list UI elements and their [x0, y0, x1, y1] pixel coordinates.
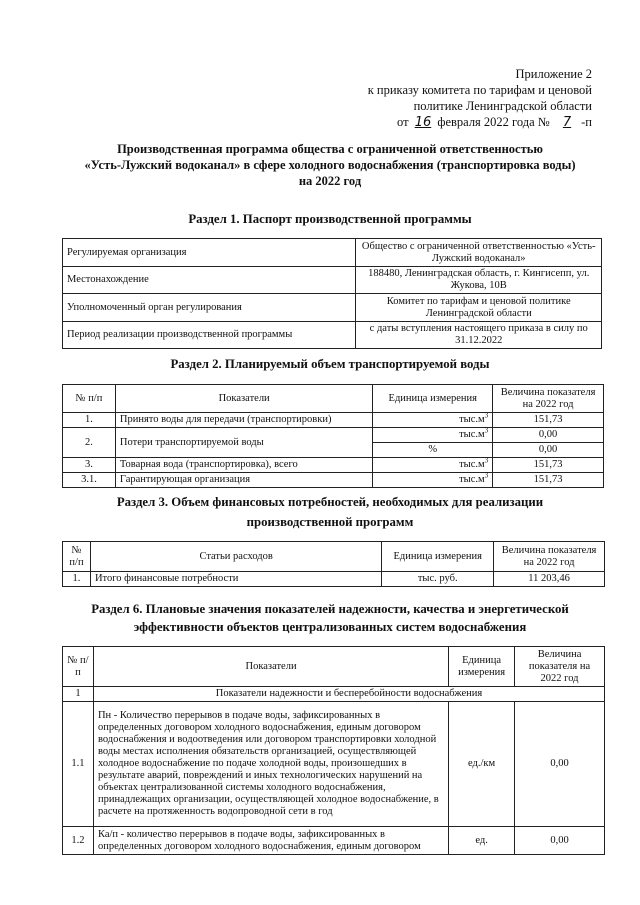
row-value: 0,00: [515, 702, 605, 827]
row-indicator: Товарная вода (транспортировка), всего: [115, 458, 372, 473]
row-value-percent: 0,00: [493, 443, 604, 458]
appendix-line1: Приложение 2: [515, 67, 592, 81]
passport-label: Период реализации производственной программы: [63, 322, 356, 349]
table-row: [63, 267, 602, 294]
order-suffix: -п: [581, 115, 592, 129]
row-num: 1.2: [63, 827, 94, 855]
table-row: [63, 239, 602, 267]
row-num: 1.1: [63, 702, 94, 827]
document-title: [40, 141, 620, 189]
row-unit: $тыс.м^3$: [373, 458, 493, 473]
row-num: 1.: [63, 572, 91, 587]
header-num: № п/п: [63, 385, 116, 413]
header-indicator: Показатели: [93, 647, 448, 687]
row-value: 151,73: [493, 473, 604, 488]
header-value: Величина показателя на 2022 год: [493, 385, 604, 413]
date-prefix: от: [397, 115, 409, 129]
header-value: Величина показателя на 2022 год: [515, 647, 605, 687]
title-line1: Производственная программа общества с ограниченной ответственностью: [117, 142, 543, 156]
header-unit: Единица измерения: [373, 385, 493, 413]
passport-value: Общество с ограниченной ответственностью «Усть-Лужский водоканал»: [356, 239, 602, 267]
section6-heading: [40, 600, 620, 636]
title-line3: на 2022 год: [298, 174, 362, 188]
header-value: Величина показателя на 2022 год: [494, 542, 605, 572]
section3-heading-line2: производственной программ: [246, 515, 414, 529]
section2-heading: Раздел 2. Планируемый объем транспортируемой воды: [170, 357, 490, 371]
cube-superscript: 3: [484, 411, 489, 420]
header-unit: Единица измерения: [382, 542, 494, 572]
appendix-line2: к приказу комитета по тарифам и ценовой: [367, 83, 592, 97]
row-value: 11 203,46: [494, 572, 605, 587]
passport-table: [62, 238, 602, 349]
passport-value: Комитет по тарифам и ценовой политике Ленинградской области: [356, 294, 602, 322]
table-header-row: [63, 385, 604, 413]
section1-heading: Раздел 1. Паспорт производственной программы: [188, 212, 472, 226]
header-num: № п/п: [63, 542, 91, 572]
table-row: [63, 294, 602, 322]
section6-heading-line2: эффективности объектов централизованных систем водоснабжения: [133, 620, 527, 634]
row-unit: $тыс.м^3$: [373, 473, 493, 488]
appendix-header: [368, 66, 592, 131]
row-indicator: Гарантирующая организация: [115, 473, 372, 488]
row-value: 0,00: [493, 428, 604, 443]
table-header-row: [63, 647, 605, 687]
table-group-row: [63, 687, 605, 702]
row-indicator: Ка/п - количество перерывов в подаче воды, зафиксированных в определенных договором холодного водоснабжения, единым договором: [93, 827, 448, 855]
water-volume-table: [62, 384, 604, 488]
financial-table: [62, 541, 605, 587]
title-line2: «Усть-Лужский водоканал» в сфере холодного водоснабжения (транспортировка воды): [84, 158, 576, 172]
group-label: Показатели надежности и бесперебойности водоснабжения: [93, 687, 604, 702]
handwritten-day: 16: [414, 115, 432, 130]
row-num: 3.: [63, 458, 116, 473]
row-item: Итого финансовые потребности: [90, 572, 381, 587]
row-num: 3.1.: [63, 473, 116, 488]
table-row: [63, 413, 604, 428]
handwritten-number: 7: [562, 115, 572, 130]
row-value: 151,73: [493, 458, 604, 473]
row-unit: $тыс.м^3$: [373, 428, 493, 443]
row-unit: тыс. руб.: [382, 572, 494, 587]
row-value: 151,73: [493, 413, 604, 428]
table-row: [63, 473, 604, 488]
passport-value: с даты вступления настоящего приказа в силу по 31.12.2022: [356, 322, 602, 349]
table-row: [63, 428, 604, 443]
cube-superscript: 3: [484, 456, 489, 465]
row-num: 2.: [63, 428, 116, 458]
table-row: [63, 827, 605, 855]
header-unit: Единица измерения: [449, 647, 515, 687]
section3-heading: [40, 492, 620, 532]
row-indicator: Потери транспортируемой воды: [115, 428, 372, 458]
appendix-line3: политике Ленинградской области: [413, 99, 592, 113]
table-row: [63, 572, 605, 587]
row-indicator: Пн - Количество перерывов в подаче воды, зафиксированных в определенных договором холодного водоснабжения, единым договором водоснабжения и водоотведения или договором транспортировки холодной воды местах исполнения обязательств организацией, осуществляющей холодное водоснабжение по подаче холодной воды, произошедших в результате аварий, повреждений и иных технологических нарушений на объектах централизованной системы холодного водоснабжения, принадлежащих организации, осуществляющей холодное водоснабжение, в расчете на протяженность водопроводной сети в год: [93, 702, 448, 827]
row-indicator: Принято воды для передачи (транспортировки): [115, 413, 372, 428]
section3-heading-line1: Раздел 3. Объем финансовых потребностей, необходимых для реализации: [116, 495, 544, 509]
passport-label: Регулируемая организация: [63, 239, 356, 267]
header-indicator: Показатели: [115, 385, 372, 413]
passport-label: Уполномоченный орган регулирования: [63, 294, 356, 322]
passport-label: Местонахождение: [63, 267, 356, 294]
header-num: № п/п: [63, 647, 94, 687]
row-unit-percent: %: [373, 443, 493, 458]
row-value: 0,00: [515, 827, 605, 855]
row-unit: ед.: [449, 827, 515, 855]
group-num: 1: [63, 687, 94, 702]
header-item: Статьи расходов: [90, 542, 381, 572]
row-unit: $тыс.м^3$: [373, 413, 493, 428]
date-middle: февраля 2022 года №: [437, 115, 550, 129]
table-row: [63, 322, 602, 349]
appendix-date-line: [368, 114, 592, 131]
table-row: [63, 458, 604, 473]
row-unit: ед./км: [449, 702, 515, 827]
table-header-row: [63, 542, 605, 572]
row-num: 1.: [63, 413, 116, 428]
cube-superscript: 3: [484, 426, 489, 435]
section6-heading-line1: Раздел 6. Плановые значения показателей надежности, качества и энергетической: [91, 602, 569, 616]
table-row: [63, 702, 605, 827]
passport-value: 188480, Ленинградская область, г. Кингисепп, ул. Жукова, 10В: [356, 267, 602, 294]
reliability-table: [62, 646, 605, 855]
cube-superscript: 3: [484, 471, 489, 480]
